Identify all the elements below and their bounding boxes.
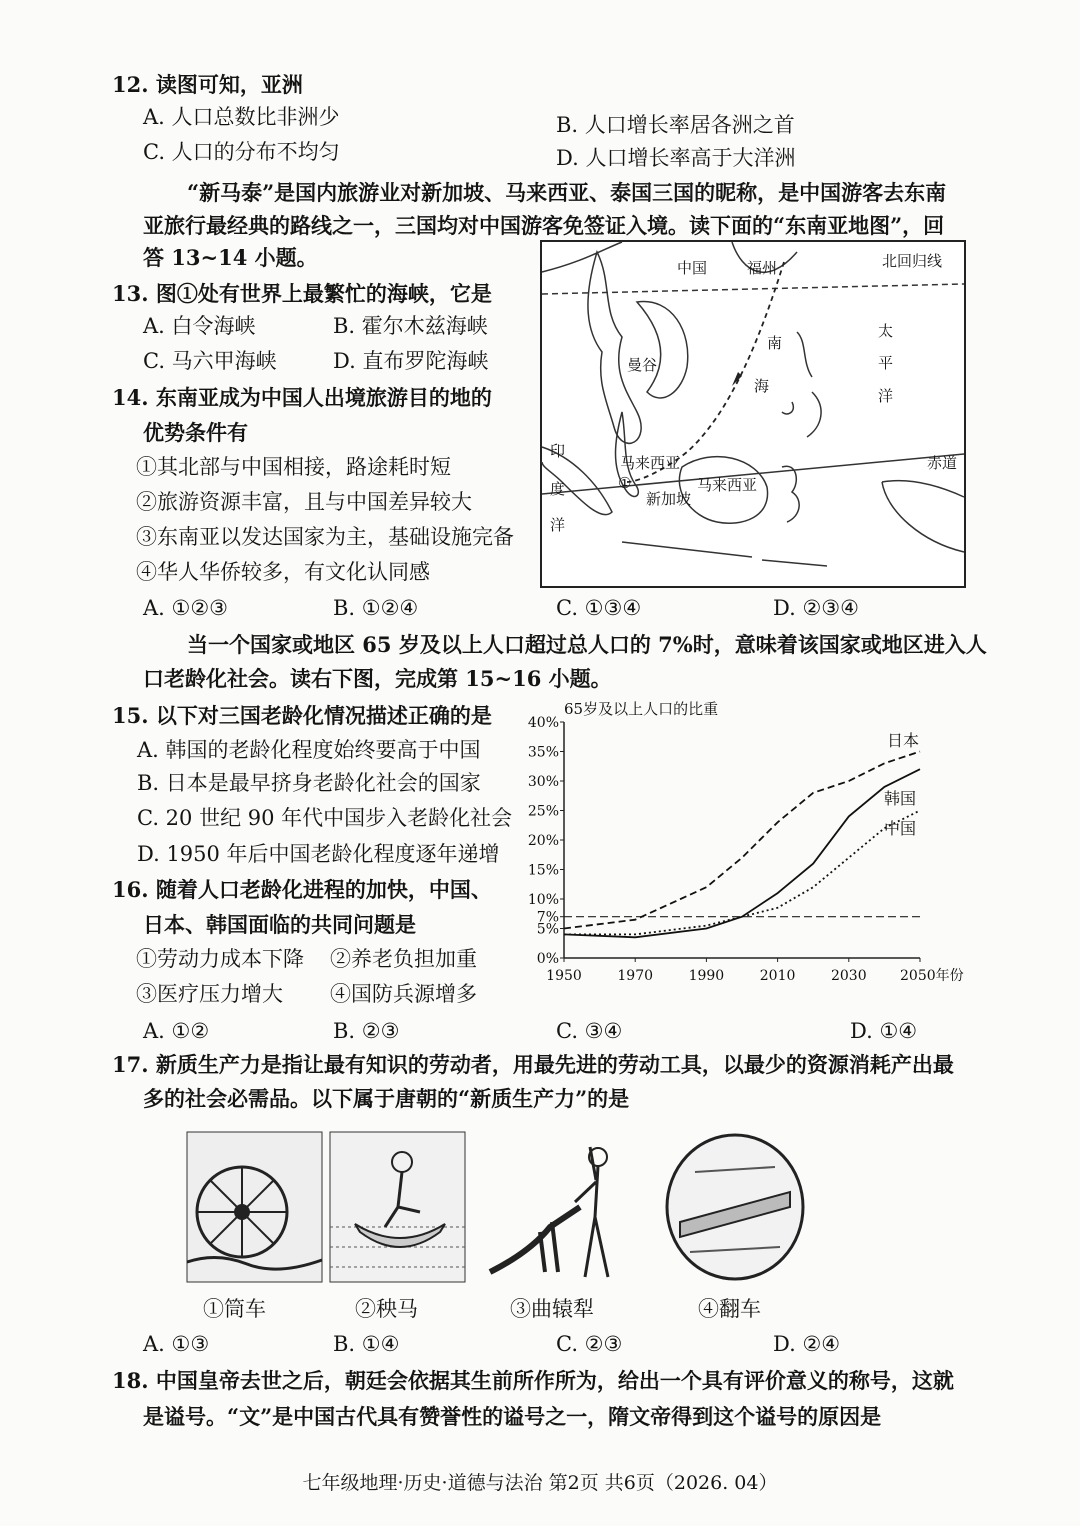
q18-stem-line2: 是谥号。“文”是中国古代具有赞誉性的谥号之一，隋文帝得到这个谥号的原因是 bbox=[143, 1404, 882, 1429]
q13-stem: 13. 图①处有世界上最繁忙的海峡，它是 bbox=[112, 281, 492, 306]
picture-label-3: ③曲辕犁 bbox=[510, 1297, 594, 1321]
page-footer: 七年级地理·历史·道德与法治 第2页 共6页（2026. 04） bbox=[302, 1472, 778, 1494]
y-tick-label: 5% bbox=[536, 921, 559, 938]
x-tick-label: 2010 bbox=[759, 968, 796, 984]
series-line-日本 bbox=[564, 752, 920, 929]
picture-label-4: ④翻车 bbox=[698, 1297, 761, 1321]
sulawesi-outline bbox=[782, 466, 799, 522]
map-label-malaysia-1: 马来西亚 bbox=[620, 454, 681, 472]
intro-13-line1: “新马泰”是国内旅游业对新加坡、马来西亚、泰国三国的昵称，是中国游客去东南 bbox=[187, 180, 947, 205]
q14-item-2: ②旅游资源丰富，且与中国差异较大 bbox=[136, 490, 472, 514]
aging-chart-svg bbox=[522, 700, 964, 995]
q14-item-4: ④华人华侨较多，有文化认同感 bbox=[136, 560, 430, 584]
map-label-tropic: 北回归线 bbox=[882, 252, 943, 270]
q14-stem-line1: 14. 东南亚成为中国人出境旅游目的地的 bbox=[112, 385, 492, 410]
q14-option-c: C. ①③④ bbox=[556, 596, 642, 620]
series-label: 中国 bbox=[884, 819, 917, 838]
y-tick-label: 0% bbox=[536, 951, 559, 967]
y-tick-label: 7% bbox=[536, 909, 559, 926]
q16-item-1: ①劳动力成本下降 bbox=[136, 947, 304, 971]
y-tick-label: 15% bbox=[527, 862, 559, 879]
chart-title: 65岁及以上人口的比重 bbox=[564, 700, 719, 718]
q17-stem-line2: 多的社会必需品。以下属于唐朝的“新质生产力”的是 bbox=[143, 1086, 630, 1111]
series-label: 日本 bbox=[887, 731, 920, 750]
x-tick-label: 2030 bbox=[830, 968, 867, 984]
tropic-line bbox=[542, 284, 964, 294]
y-tick-label: 10% bbox=[527, 892, 559, 908]
q14-stem-line2: 优势条件有 bbox=[143, 420, 248, 445]
southeast-asia-map bbox=[540, 240, 966, 588]
q13-option-b: B. 霍尔木兹海峡 bbox=[333, 314, 488, 338]
q14-option-d: D. ②③④ bbox=[773, 596, 859, 620]
q15-option-c: C. 20 世纪 90 年代中国步入老龄化社会 bbox=[137, 806, 513, 830]
map-label-equator: 赤道 bbox=[927, 454, 958, 472]
map-label-singapore: 新加坡 bbox=[646, 490, 692, 508]
picture-yangma bbox=[330, 1132, 465, 1282]
q16-option-a: A. ①② bbox=[143, 1019, 210, 1043]
q17-option-a: A. ①③ bbox=[143, 1332, 210, 1356]
map-marker-1: ① bbox=[618, 474, 632, 492]
new-guinea-outline bbox=[882, 481, 964, 552]
philippines-outline bbox=[782, 332, 821, 437]
picture-label-2: ②秧马 bbox=[355, 1297, 418, 1321]
x-tick-label: 1990 bbox=[688, 968, 725, 984]
y-tick-label: 40% bbox=[527, 715, 559, 731]
series-label: 韩国 bbox=[884, 789, 917, 808]
q18-stem-line1: 18. 中国皇帝去世之后，朝廷会依据其生前所作所为，给出一个具有评价意义的称号，这就 bbox=[112, 1368, 954, 1393]
map-label-nan: 南 bbox=[767, 334, 783, 352]
q13-option-a: A. 白令海峡 bbox=[143, 314, 256, 338]
map-label-bangkok: 曼谷 bbox=[627, 356, 658, 374]
map-label-pacific-3: 洋 bbox=[878, 387, 894, 405]
map-label-india-1: 印 bbox=[550, 442, 566, 460]
map-label-malaysia-2: 马来西亚 bbox=[697, 476, 758, 494]
map-label-india-3: 洋 bbox=[550, 516, 566, 534]
q14-option-a: A. ①②③ bbox=[143, 596, 228, 620]
picture-fanche bbox=[665, 1132, 805, 1282]
picture-quyuanli bbox=[490, 1132, 630, 1282]
q14-item-1: ①其北部与中国相接，路途耗时短 bbox=[136, 455, 451, 479]
q16-option-d: D. ①④ bbox=[850, 1019, 918, 1043]
x-tick-label: 1950 bbox=[546, 968, 582, 984]
map-label-china: 中国 bbox=[677, 259, 708, 277]
q16-item-2: ②养老负担加重 bbox=[330, 947, 477, 971]
q16-stem-line2: 日本、韩国面临的共同问题是 bbox=[143, 912, 416, 937]
q15-option-b: B. 日本是最早挤身老龄化社会的国家 bbox=[137, 771, 481, 795]
map-label-hai: 海 bbox=[754, 377, 770, 395]
y-tick-label: 35% bbox=[527, 744, 559, 761]
q12-option-c: C. 人口的分布不均匀 bbox=[143, 140, 340, 164]
series-line-韩国 bbox=[564, 769, 920, 937]
picture-tongche bbox=[187, 1132, 322, 1282]
x-tick-label: 2050年份 bbox=[900, 968, 964, 984]
q15-option-d: D. 1950 年后中国老龄化程度逐年递增 bbox=[137, 842, 500, 866]
q17-stem-line1: 17. 新质生产力是指让最有知识的劳动者，用最先进的劳动工具，以最少的资源消耗产出最 bbox=[112, 1052, 954, 1077]
java-outline bbox=[622, 542, 827, 566]
q12-option-d: D. 人口增长率高于大洋洲 bbox=[556, 146, 796, 170]
q17-option-c: C. ②③ bbox=[556, 1332, 623, 1356]
q14-item-3: ③东南亚以发达国家为主，基础设施完备 bbox=[136, 525, 514, 549]
map-label-fuzhou: 福州 bbox=[747, 259, 778, 277]
x-tick-label: 1970 bbox=[617, 968, 654, 984]
aging-chart bbox=[522, 700, 964, 995]
intro-13-line3: 答 13~14 小题。 bbox=[143, 245, 318, 270]
vietnam-outline bbox=[637, 302, 688, 398]
q16-option-b: B. ②③ bbox=[333, 1019, 400, 1043]
intro-15-line2: 口老龄化社会。读右下图，完成第 15~16 小题。 bbox=[143, 666, 612, 691]
y-tick-label: 30% bbox=[527, 774, 559, 790]
q16-item-4: ④国防兵源增多 bbox=[330, 982, 477, 1006]
q17-option-d: D. ②④ bbox=[773, 1332, 841, 1356]
q16-item-3: ③医疗压力增大 bbox=[136, 982, 283, 1006]
indochina-outline bbox=[588, 252, 641, 443]
map-label-pacific-1: 太 bbox=[878, 322, 894, 340]
q14-option-b: B. ①②④ bbox=[333, 596, 419, 620]
y-tick-label: 20% bbox=[527, 833, 559, 849]
q15-option-a: A. 韩国的老龄化程度始终要高于中国 bbox=[137, 738, 481, 762]
y-tick-label: 25% bbox=[527, 803, 559, 820]
intro-15-line1: 当一个国家或地区 65 岁及以上人口超过总人口的 7%时，意味着该国家或地区进入人 bbox=[187, 632, 987, 657]
intro-13-line2: 亚旅行最经典的路线之一，三国均对中国游客免签证入境。读下面的“东南亚地图”，回 bbox=[143, 213, 945, 238]
map-drawing bbox=[542, 242, 964, 586]
q17-option-b: B. ①④ bbox=[333, 1332, 400, 1356]
map-label-pacific-2: 平 bbox=[878, 354, 894, 372]
map-label-india-2: 度 bbox=[550, 480, 566, 498]
q13-option-d: D. 直布罗陀海峡 bbox=[333, 349, 489, 373]
q16-option-c: C. ③④ bbox=[556, 1019, 623, 1043]
q12-option-a: A. 人口总数比非洲少 bbox=[143, 105, 340, 129]
q12-stem: 12. 读图可知，亚洲 bbox=[112, 72, 303, 97]
q15-stem: 15. 以下对三国老龄化情况描述正确的是 bbox=[112, 703, 492, 728]
q16-stem-line1: 16. 随着人口老龄化进程的加快，中国、 bbox=[112, 877, 492, 902]
picture-label-1: ①筒车 bbox=[203, 1297, 266, 1321]
q12-option-b: B. 人口增长率居各洲之首 bbox=[556, 113, 795, 137]
q13-option-c: C. 马六甲海峡 bbox=[143, 349, 277, 373]
